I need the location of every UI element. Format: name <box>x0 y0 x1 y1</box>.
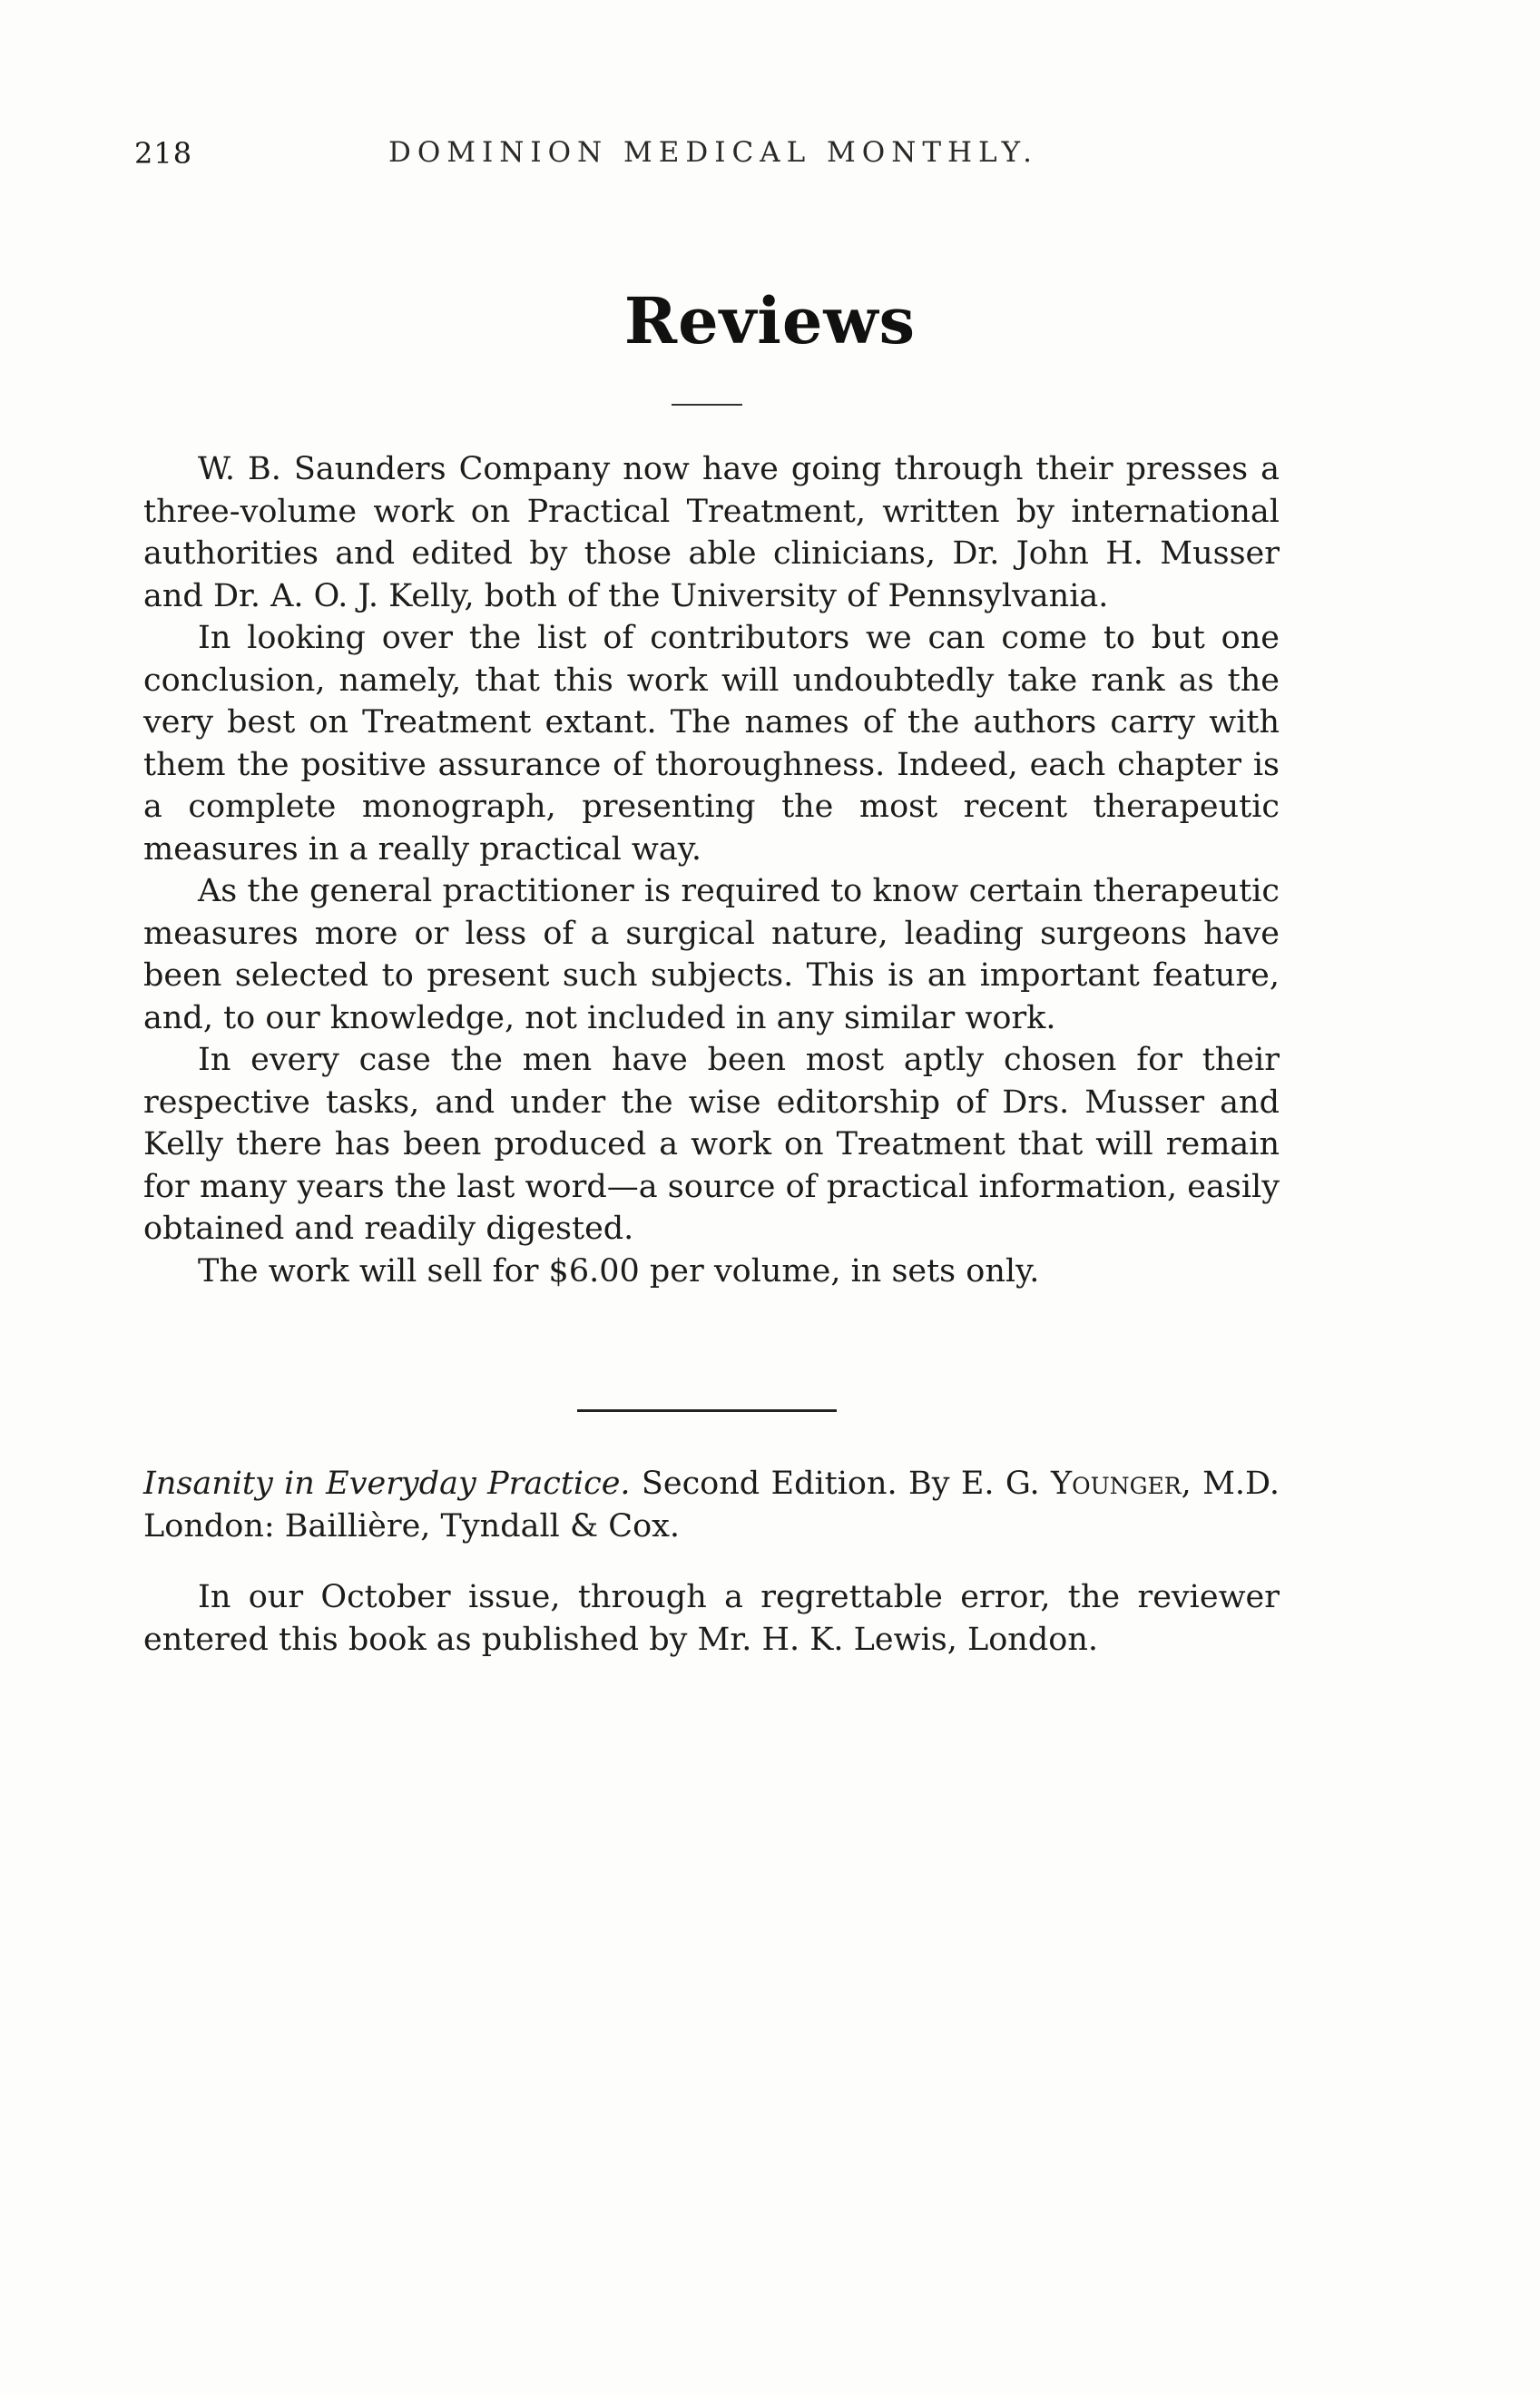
book-publisher: London: Baillière, Tyndall & Cox. <box>143 1507 681 1545</box>
book-edition: Second Edition. <box>641 1466 898 1502</box>
book-by: By E. G. <box>908 1466 1040 1502</box>
paragraph-1: W. B. Saunders Company now have going through their presses a three-volume work on Practical Treatment, written by international authorities and edited by those able clinicians, Dr. John H. Musser and Dr. A. O. J. Kelly, both of the University of Pennsylvania. <box>143 451 1280 614</box>
correction-note <box>143 1576 1280 1661</box>
book-author-surname: Younger <box>1051 1466 1182 1502</box>
correction-text: In our October issue, through a regrettable error, the reviewer entered this book as published by Mr. H. K. Lewis, London. <box>143 1579 1280 1658</box>
paragraph-5: The work will sell for $6.00 per volume, in sets only. <box>198 1252 1040 1290</box>
section-divider <box>577 1409 837 1412</box>
review-body <box>143 448 1280 1292</box>
paragraph-4: In every case the men have been most aptly chosen for their respective tasks, and under the wise editorship of Drs. Musser and Kelly there has been produced a work on Treatment that will remain for many years the last word—a source of practical information, easily obtained and readily digested. <box>143 1042 1280 1247</box>
book-notice <box>143 1463 1280 1547</box>
book-author-degree: , M.D. <box>1181 1466 1280 1502</box>
section-title: Reviews <box>623 283 917 358</box>
book-title: Insanity in Everyday Practice. <box>143 1466 631 1502</box>
title-divider <box>672 404 742 406</box>
page-number: 218 <box>134 136 193 171</box>
running-head: DOMINION MEDICAL MONTHLY. <box>388 136 1038 169</box>
paragraph-2: In looking over the list of contributors we can come to but one conclusion, namely, that this work will undoubtedly take rank as the very best on Treatment extant. The names of the authors carry with them the positive assurance of thoroughness. Indeed, each chapter is a complete monograph, presenting the most recent therapeutic measures in a really practical way. <box>143 620 1280 868</box>
paragraph-3: As the general practitioner is required to know certain therapeutic measures more or less of a surgical nature, leading surgeons have been selected to present such subjects. This is an important feature, and, to our knowledge, not included in any similar work. <box>143 873 1280 1036</box>
